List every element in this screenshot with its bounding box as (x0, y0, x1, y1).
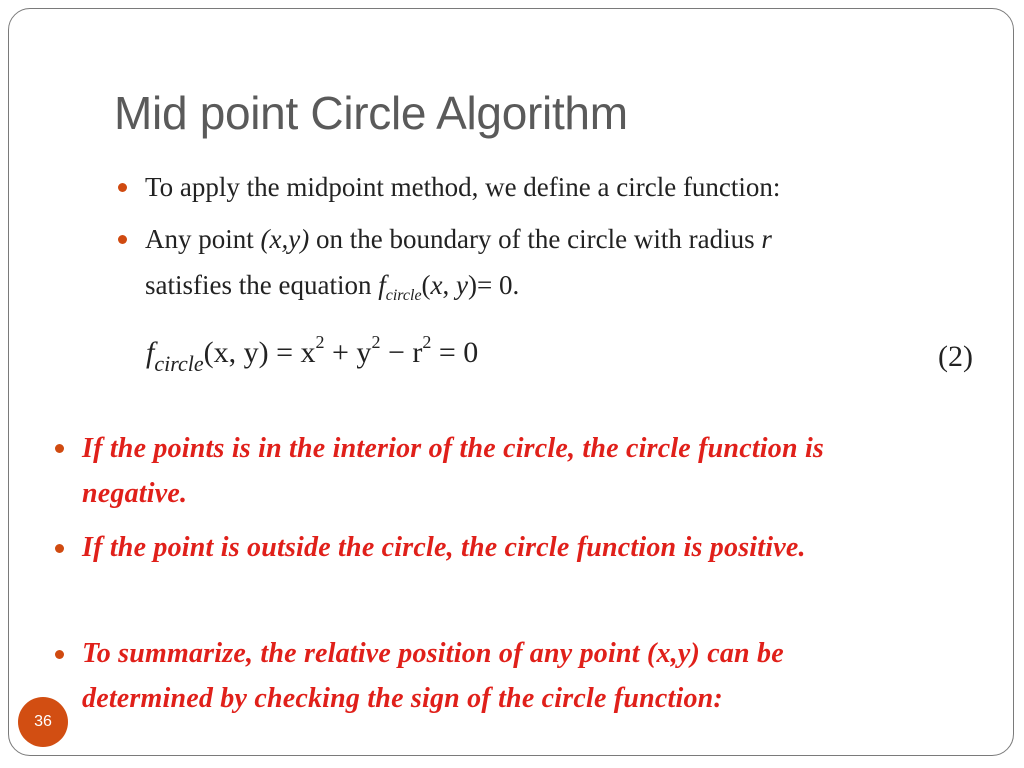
red-text-interior-cont: negative. (82, 478, 188, 509)
text-segment: satisfies the equation (145, 270, 379, 300)
formula-exponent: 2 (422, 332, 432, 352)
xy-variable: (x,y) (260, 224, 310, 254)
formula-rhs: = 0 (431, 336, 479, 369)
formula-f: f (146, 336, 155, 369)
slide-title: Mid point Circle Algorithm (114, 87, 628, 139)
text-segment: Any point (145, 224, 261, 254)
bullet-dot (118, 235, 127, 244)
text-segment: , (442, 270, 457, 300)
bullet-dot (118, 183, 127, 192)
formula-lhs: (x, y) = x (203, 336, 316, 369)
bullet-text-any-point (145, 224, 772, 255)
equation-number: (2) (938, 340, 973, 373)
y-variable: y (456, 270, 469, 300)
text-segment: ( (421, 270, 431, 300)
bullet-dot (55, 544, 64, 553)
slide-number-badge: 36 (18, 697, 68, 747)
red-text-outside: If the point is outside the circle, the circle function is positive. (82, 532, 806, 563)
f-symbol: f (378, 270, 386, 300)
text-segment: )= 0. (468, 270, 520, 300)
formula-exponent: 2 (315, 332, 325, 352)
bullet-dot (55, 444, 64, 453)
circle-function-formula (146, 332, 479, 377)
formula-plus: + y (324, 336, 372, 369)
text-segment: on the boundary of the circle with radius (309, 224, 762, 254)
red-text-summarize-cont: determined by checking the sign of the circle function: (82, 683, 723, 714)
circle-subscript: circle (385, 287, 422, 304)
formula-exponent: 2 (371, 332, 381, 352)
r-variable: r (761, 224, 772, 254)
red-text-summarize: To summarize, the relative position of any point (x,y) can be (82, 638, 784, 669)
x-variable: x (430, 270, 443, 300)
red-text-interior: If the points is in the interior of the circle, the circle function is (82, 433, 825, 464)
formula-subscript: circle (154, 351, 204, 376)
formula-minus: − r (380, 336, 423, 369)
bullet-dot (55, 650, 64, 659)
bullet-text-satisfies (145, 270, 519, 305)
bullet-text-define-function: To apply the midpoint method, we define a circle function: (145, 172, 781, 202)
